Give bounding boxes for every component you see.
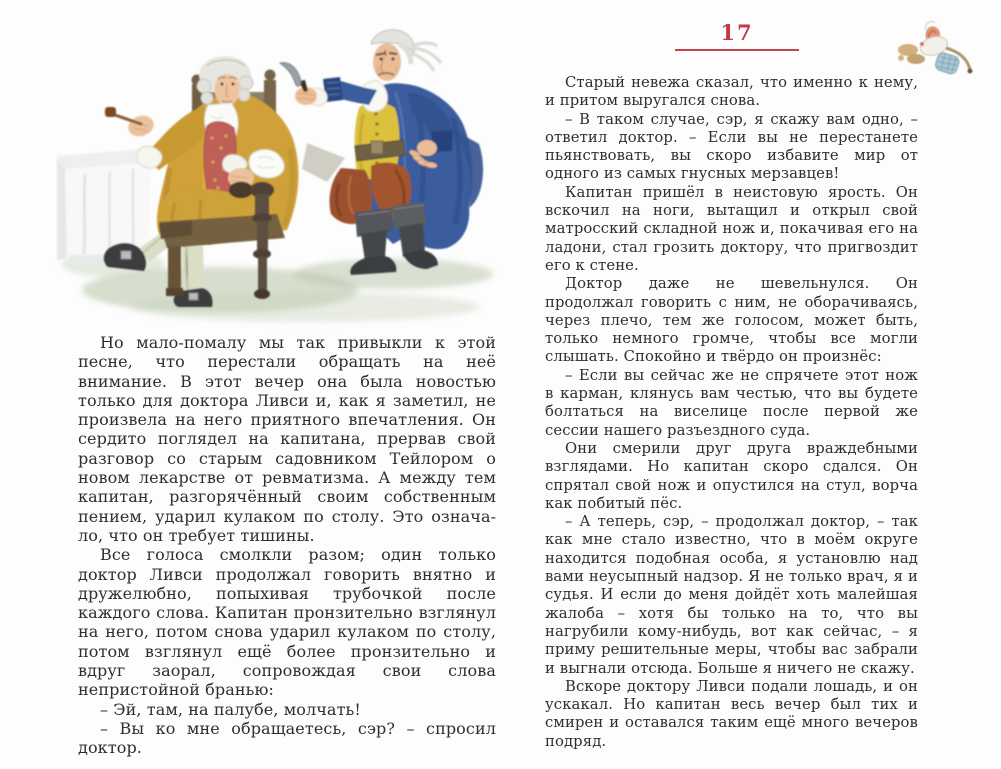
captain [280,30,483,275]
paragraph: – Если вы сейчас же не спрячете этот нож в карман, клянусь вам честью, что вы будете болтаться на виселице после первой же сессии нашего разъездного суда. [545,366,918,439]
right-page-text [545,74,918,751]
paragraph: Капитан пришёл в неистовую ярость. Он вскочил на ноги, вытащил и открыл свой матросский складной нож и, покачивая его на ладони, стал грозить доктору, что пригвоздит его к стене. [545,183,918,274]
paragraph: Вскоре доктору Ливси подали лошадь, и он ускакал. Но капитан весь вечер был тих и смирен и оставался таким ещё много вечеров подряд. [545,677,918,750]
belt-buckle [371,141,383,154]
paragraph: – Вы ко мне обращаетесь, сэр? – спросил доктор. [78,718,496,758]
paragraph: Доктор даже не шевельнулся. Он продолжал говорить с ним, не оборачиваясь, через плечо, тем же голосом, может быть, только немного громче, чтобы все могли слышать. Спокойно и твёрдо он произнёс: [545,275,918,366]
illustration-doctor-and-captain [55,8,505,330]
page-number-value: 17 [720,20,754,45]
paragraph: Старый невежа сказал, что именно к нему, и притом выругался снова. [545,74,918,110]
left-page-text [78,333,496,758]
page-number [675,22,799,51]
clasp-knife-icon [280,63,308,92]
paragraph: – А теперь, сэр, – продолжал доктор, – так как мне стало известно, что в моём округе находится подобная особа, я установлю над вами неусыпный надзор. Я не только врач, я и судья. И если до меня дойдёт хоть малейшая жалоба – хотя бы только на то, что вы нагрубили кому-нибудь, вот как сейчас, – я приму решительные меры, чтобы вас забрали и выгнали отсюда. Больше я ничего не скажу. [545,513,918,677]
paragraph: – В таком случае, сэр, я скажу вам одно, – ответил доктор. – Если вы не перестанете пьянствовать, вы скоро избавите мир от одного из самых гнусных мерзавцев! [545,110,918,183]
paragraph: Но мало-помалу мы так привыкли к этой песне, что перестали обращать на неё внимание. В этот вечер она была новостью только для доктора Ливси и, как я заметил, не произвела на него приятного впечатления. Он сердито поглядел на капитана, прервав свой разговор со старым садовником Тейлором о новом лекарстве от ревматизма. А между тем капитан, разгорячённый своим собственным пением, ударил кулаком по столу. Это означало, что он требует тишины. [78,333,496,545]
tobacco-pouch-icon [934,51,960,75]
paragraph: – Эй, там, на палубе, молчать! [100,699,361,719]
paragraph: Все голоса смолкли разом; один только доктор Ливси продолжал говорить внятно и дружелюбно, попыхивая трубочкой после каждого слова. Капитан пронзительно взглянул на него, потом снова ударил кулаком по столу, потом взглянул ещё более пронзительно и вдруг заорал, сопровождая свои слова непристойной бранью: [78,545,496,700]
paragraph: Они смерили друг друга враждебными взглядами. Но капитан скоро сдался. Он спрятал свой нож и опустился на стул, ворча как побитый пёс. [545,439,918,512]
